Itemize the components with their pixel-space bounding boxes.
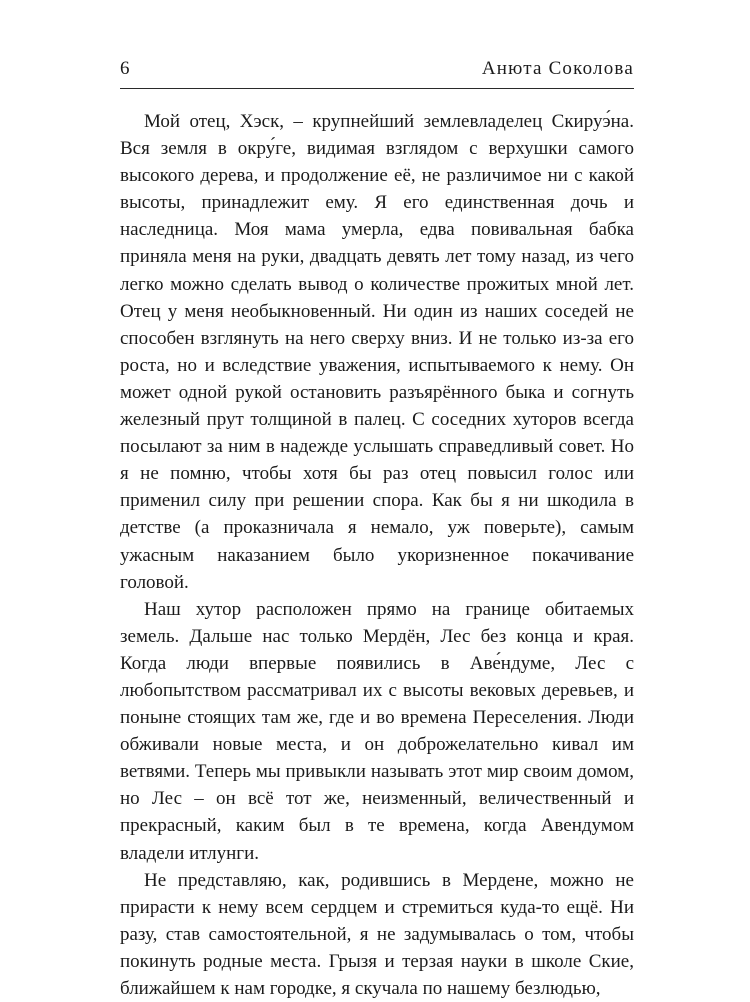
paragraph-1: Мой отец, Хэск, – крупнейший землевладелец Скируэ́на. Вся земля в окру́ге, видимая взглядом с верхушки самого высокого дерева, и продолжение её, не различимое ни с какой высоты, принадлежит ему. Я его единственная дочь и наследница. Моя мама умерла, едва повивальная бабка приняла меня на руки, двадцать девять лет тому назад, из чего легко можно сделать вывод о количестве прожитых мной лет. Отец у меня необыкновенный. Ни один из наших соседей не способен взглянуть на него сверху вниз. И не только из-за его роста, но и вследствие уважения, испытываемого к нему. Он может одной рукой остановить разъярённого быка и согнуть железный прут толщиной в палец. С соседних хуторов всегда посылают за ним в надежде услышать справедливый совет. Но я не помню, чтобы хотя бы раз отец повысил голос или применил силу при решении спора. Как бы я ни шкодила в детстве (а проказничала я немало, уж поверьте), самым ужасным наказанием было укоризненное покачивание головой.: [120, 111, 634, 593]
running-head-author: Анюта Соколова: [481, 58, 634, 79]
page-header: [120, 58, 634, 89]
paragraph-2: Наш хутор расположен прямо на границе обитаемых земель. Дальше нас только Мердён, Лес без конца и края. Когда люди впервые появились в Аве́ндуме, Лес с любопытством рассматривал их с высоты вековых деревьев, и поныне стоящих там же, где и во времена Переселения. Люди обживали новые места, и он доброжелательно кивал им ветвями. Теперь мы привыкли называть этот мир своим домом, но Лес – он всё тот же, неизменный, величественный и прекрасный, каким был в те времена, когда Авендумом владели итлунги.: [120, 598, 634, 864]
paragraph-3: Не представляю, как, родившись в Мердене, можно не прирасти к нему всем сердцем и стремиться куда-то ещё. Ни разу, став самостоятельной, я не задумывалась о том, чтобы покинуть родные места. Грызя и терзая науки в школе Ские, ближайшем к нам городке, я скучала по нашему безлюдью,: [120, 869, 634, 999]
page-number: 6: [120, 58, 131, 79]
body-text: [120, 108, 634, 1002]
